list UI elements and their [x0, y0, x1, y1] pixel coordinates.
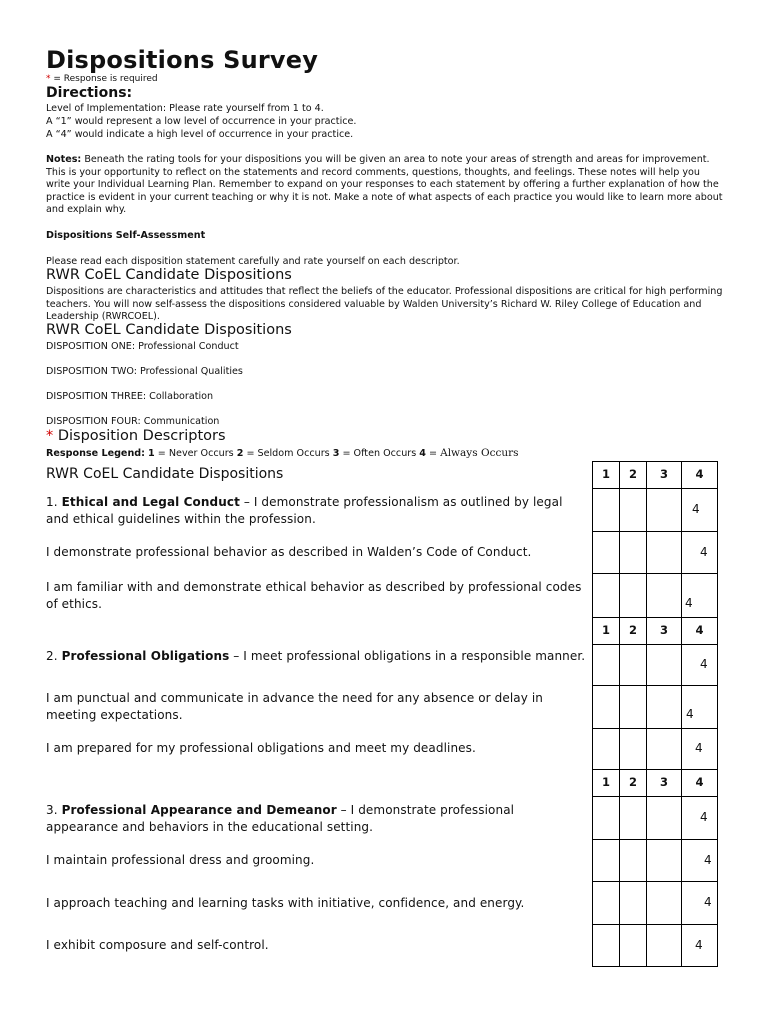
- rating-cell[interactable]: [646, 685, 682, 729]
- grid-2-col-3: 3: [646, 617, 682, 645]
- disposition-two: DISPOSITION TWO: Professional Qualities: [46, 366, 243, 377]
- rating-cell[interactable]: [592, 644, 620, 686]
- section-3-item-2: I approach teaching and learning tasks with initiative, confidence, and energy.: [46, 896, 525, 910]
- rating-cell[interactable]: [619, 644, 647, 686]
- grid-2-col-2: 2: [619, 617, 647, 645]
- rating-value-3-2[interactable]: 4: [681, 839, 718, 882]
- section-3-title: Professional Appearance and Demeanor: [61, 803, 337, 817]
- rating-cell[interactable]: [619, 924, 647, 967]
- rating-cell[interactable]: [646, 644, 682, 686]
- directions-line-3: A “4” would indicate a high level of occurrence in your practice.: [46, 129, 354, 140]
- rating-cell[interactable]: [619, 839, 647, 882]
- disposition-three: DISPOSITION THREE: Collaboration: [46, 391, 214, 402]
- grid-2-col-4: 4: [681, 617, 718, 645]
- rating-cell[interactable]: [592, 728, 620, 770]
- grid-1-col-2: 2: [619, 461, 647, 489]
- legend-text-2: = Seldom Occurs: [243, 448, 333, 459]
- rating-cell[interactable]: [646, 839, 682, 882]
- rating-value-3-1[interactable]: 4: [681, 796, 718, 840]
- candidate-dispositions-heading: RWR CoEL Candidate Dispositions: [46, 267, 292, 283]
- rating-cell[interactable]: [646, 881, 682, 925]
- rating-cell[interactable]: [592, 685, 620, 729]
- table-heading: RWR CoEL Candidate Dispositions: [46, 466, 284, 482]
- rating-value-2-3[interactable]: 4: [681, 728, 718, 770]
- self-assessment-heading: Dispositions Self-Assessment: [46, 230, 206, 241]
- section-2-title: Professional Obligations: [61, 649, 230, 663]
- rating-value-2-2[interactable]: 4: [681, 685, 718, 729]
- disposition-four: DISPOSITION FOUR: Communication: [46, 416, 220, 427]
- grid-3-col-1: 1: [592, 769, 620, 797]
- rating-cell[interactable]: [592, 924, 620, 967]
- self-assessment-instruction: Please read each disposition statement carefully and rate yourself on each descriptor.: [46, 256, 460, 267]
- disposition-one: DISPOSITION ONE: Professional Conduct: [46, 341, 239, 352]
- section-2-item-1: I am punctual and communicate in advance the need for any absence or delay in meeting expectations.: [46, 691, 543, 722]
- rating-cell[interactable]: [592, 531, 620, 574]
- grid-3-col-2: 2: [619, 769, 647, 797]
- directions-heading: Directions:: [46, 85, 133, 101]
- rating-cell[interactable]: [619, 881, 647, 925]
- rating-cell[interactable]: [646, 531, 682, 574]
- legend-text-4: =: [425, 448, 441, 459]
- rating-cell[interactable]: [619, 531, 647, 574]
- rating-cell[interactable]: [646, 728, 682, 770]
- rating-cell[interactable]: [592, 573, 620, 618]
- descriptors-heading: [46, 428, 226, 444]
- rating-cell[interactable]: [619, 796, 647, 840]
- section-1-intro: [46, 494, 586, 527]
- required-note: [46, 74, 158, 84]
- grid-1-col-4: 4: [681, 461, 718, 489]
- rating-value-1-3[interactable]: 4: [681, 573, 718, 618]
- candidate-dispositions-heading-2: RWR CoEL Candidate Dispositions: [46, 322, 292, 338]
- rating-value-2-1[interactable]: 4: [681, 644, 718, 686]
- rating-cell[interactable]: [619, 488, 647, 532]
- required-note-text: = Response is required: [50, 74, 158, 84]
- section-3-item-1: I maintain professional dress and grooming.: [46, 853, 315, 867]
- rating-value-1-2[interactable]: 4: [681, 531, 718, 574]
- rating-cell[interactable]: [592, 796, 620, 840]
- descriptors-star: *: [46, 428, 54, 444]
- legend-text-1: = Never Occurs: [154, 448, 237, 459]
- rating-value-1-1[interactable]: 4: [681, 488, 718, 532]
- grid-2-col-1: 1: [592, 617, 620, 645]
- notes-text: Beneath the rating tools for your dispositions you will be given an area to note your areas of strength and areas for improvement. This is your opportunity to reflect on the statements and record comments, questions, thoughts, and feelings. These notes will help you write your Individual Learning Plan. Remember to expand on your responses to each statement by offering a further explanation of how the practice is evident in your current teaching or why it is not. Make a note of what aspects of each practice you would like to learn more about and explain why.: [46, 154, 723, 216]
- candidate-dispositions-description: Dispositions are characteristics and attitudes that reflect the beliefs of the educator. Professional dispositions are critical for high performing teachers. You will now self-assess the dispositions considered valuable by Walden University’s Richard W. Riley College of Education and Leadership (RWRCOEL).: [46, 286, 723, 323]
- rating-cell[interactable]: [646, 488, 682, 532]
- section-2-item-2: I am prepared for my professional obligations and meet my deadlines.: [46, 741, 476, 755]
- section-3-intro: [46, 802, 586, 835]
- rating-cell[interactable]: [646, 924, 682, 967]
- legend-num-2: 2: [236, 448, 244, 459]
- directions-line-2: A “1” would represent a low level of occurrence in your practice.: [46, 116, 357, 127]
- section-2-intro-text: – I meet professional obligations in a responsible manner.: [229, 649, 586, 663]
- legend-num-4: 4: [419, 448, 426, 459]
- required-star: *: [46, 74, 51, 84]
- section-1-item-1: I demonstrate professional behavior as described in Walden’s Code of Conduct.: [46, 545, 532, 559]
- page-title: Dispositions Survey: [46, 46, 319, 74]
- grid-3-col-4: 4: [681, 769, 718, 797]
- rating-cell[interactable]: [646, 796, 682, 840]
- rating-cell[interactable]: [619, 573, 647, 618]
- notes-paragraph: [46, 154, 724, 217]
- response-legend: [46, 447, 519, 459]
- legend-text-3: = Often Occurs: [339, 448, 420, 459]
- section-1-item-2: I am familiar with and demonstrate ethical behavior as described by professional codes of ethics.: [46, 580, 582, 611]
- section-1-intro-text: – I demonstrate professionalism as outlined by legal and ethical guidelines within the profession.: [46, 495, 563, 526]
- rating-cell[interactable]: [619, 728, 647, 770]
- descriptors-heading-text: Disposition Descriptors: [53, 428, 226, 444]
- section-1-number: 1.: [46, 495, 58, 509]
- rating-cell[interactable]: [592, 839, 620, 882]
- section-2-number: 2.: [46, 649, 58, 663]
- rating-value-3-3[interactable]: 4: [681, 881, 718, 925]
- legend-num-1: 1: [148, 448, 155, 459]
- grid-1-col-1: 1: [592, 461, 620, 489]
- rating-cell[interactable]: [619, 685, 647, 729]
- legend-num-3: 3: [332, 448, 340, 459]
- rating-cell[interactable]: [592, 881, 620, 925]
- rating-cell[interactable]: [592, 488, 620, 532]
- section-2-intro: [46, 648, 586, 665]
- notes-label: Notes:: [46, 154, 82, 165]
- section-3-number: 3.: [46, 803, 58, 817]
- grid-1-col-3: 3: [646, 461, 682, 489]
- section-1-title: Ethical and Legal Conduct: [61, 495, 240, 509]
- legend-label: Response Legend:: [46, 448, 145, 459]
- rating-value-3-4[interactable]: 4: [681, 924, 718, 967]
- grid-3-col-3: 3: [646, 769, 682, 797]
- section-3-intro-text: – I demonstrate professional appearance and behaviors in the educational setting.: [46, 803, 515, 834]
- section-3-item-3: I exhibit composure and self-control.: [46, 938, 269, 952]
- legend-always-occurs: Always Occurs: [440, 447, 519, 459]
- rating-cell[interactable]: [646, 573, 682, 618]
- directions-line-1: Level of Implementation: Please rate yourself from 1 to 4.: [46, 103, 324, 114]
